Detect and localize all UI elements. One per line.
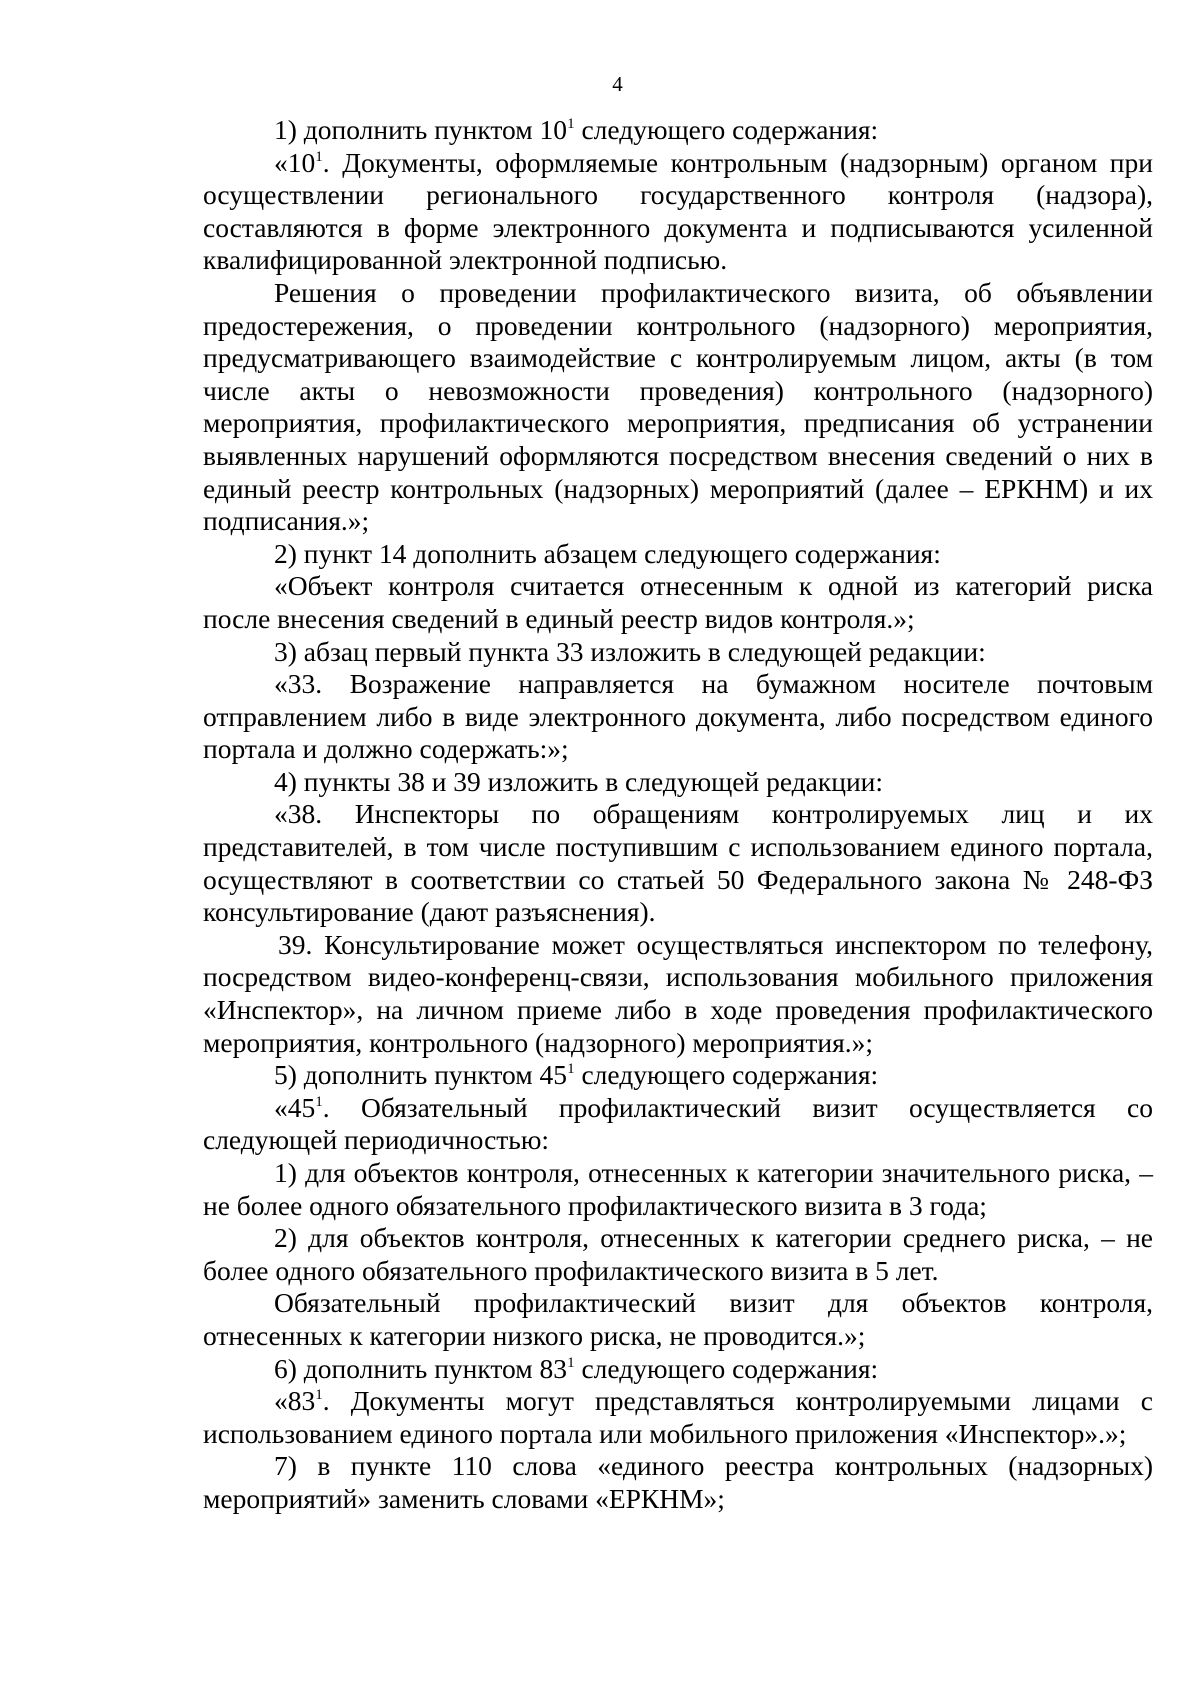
superscript: 1 bbox=[567, 116, 575, 132]
paragraph-text: «38. Инспекторы по обращениям контролируемых лиц и их представителей, в том числе поступившим с использованием единого портала, осуществляют в соответствии со статьей 50 Федерального закона № 248-ФЗ консультирование (дают разъяснения). bbox=[203, 798, 1153, 928]
paragraph-text: . Документы, оформляемые контрольным (надзорным) органом при осуществлении регионального государственного контроля (надзора), составляются в форме электронного документа и подписываются усиленной квалифицированной электронной подписью. bbox=[203, 146, 1153, 276]
paragraph bbox=[203, 1157, 1153, 1222]
superscript: 1 bbox=[567, 1061, 575, 1078]
paragraph-text: Обязательный профилактический визит для объектов контроля, отнесенных к категории низкого риска, не проводится.»; bbox=[203, 1287, 1153, 1351]
paragraph bbox=[203, 766, 1153, 799]
paragraph bbox=[203, 538, 1153, 571]
paragraph bbox=[203, 1287, 1153, 1352]
paragraph bbox=[203, 114, 1153, 147]
paragraph-text: следующего содержания: bbox=[574, 1059, 879, 1091]
paragraph bbox=[203, 1222, 1153, 1287]
paragraph-text: следующего содержания: bbox=[574, 1352, 879, 1384]
superscript: 1 bbox=[567, 1354, 575, 1371]
paragraph bbox=[203, 147, 1153, 277]
paragraph-text: «83 bbox=[274, 1385, 316, 1417]
paragraph-text: 3) абзац первый пункта 33 изложить в следующей редакции: bbox=[274, 635, 986, 667]
superscript: 1 bbox=[315, 1093, 323, 1110]
paragraph-text: «45 bbox=[274, 1091, 316, 1123]
superscript: 1 bbox=[315, 1387, 323, 1404]
paragraph-text: 39. Консультирование может осуществляться инспектором по телефону, посредством видео-конференц-связи, использования мобильного приложения «Инспектор», на личном приеме либо в ходе проведения профилактического мероприятия, контрольного (надзорного) мероприятия.»; bbox=[203, 928, 1153, 1058]
paragraph bbox=[203, 1385, 1153, 1450]
paragraph-text: следующего содержания: bbox=[574, 114, 879, 145]
paragraph bbox=[203, 668, 1153, 766]
paragraph-text: 2) для объектов контроля, отнесенных к категории среднего риска, – не более одного обязательного профилактического визита в 5 лет. bbox=[203, 1222, 1153, 1286]
paragraph-text: 2) пункт 14 дополнить абзацем следующего содержания: bbox=[274, 537, 941, 569]
paragraph-text: «Объект контроля считается отнесенным к одной из категорий риска после внесения сведений в единый реестр видов контроля.»; bbox=[203, 570, 1153, 634]
paragraph-text: 7) в пункте 110 слова «единого реестра контрольных (надзорных) мероприятий» заменить словами «ЕРКНМ»; bbox=[203, 1450, 1153, 1514]
document-body bbox=[203, 114, 1153, 1516]
paragraph-text: «10 bbox=[274, 146, 316, 178]
paragraph-text: 4) пункты 38 и 39 изложить в следующей редакции: bbox=[274, 765, 884, 797]
paragraph-text: 5) дополнить пунктом 45 bbox=[274, 1059, 568, 1091]
paragraph bbox=[203, 1353, 1153, 1386]
paragraph-text: 1) для объектов контроля, отнесенных к категории значительного риска, – не более одного обязательного профилактического визита в 3 года; bbox=[203, 1157, 1153, 1221]
paragraph bbox=[203, 929, 1153, 1059]
paragraph-text: . Документы могут представляться контролируемыми лицами с использованием единого портала или мобильного приложения «Инспектор».»; bbox=[203, 1385, 1153, 1449]
superscript: 1 bbox=[315, 148, 323, 165]
paragraph bbox=[203, 570, 1153, 635]
paragraph bbox=[203, 1450, 1153, 1515]
paragraph bbox=[203, 1092, 1153, 1157]
paragraph bbox=[203, 636, 1153, 669]
paragraph bbox=[203, 798, 1153, 928]
paragraph-text: 1) дополнить пунктом 10 bbox=[274, 114, 568, 145]
paragraph bbox=[203, 277, 1153, 538]
paragraph-text: Решения о проведении профилактического визита, об объявлении предостережения, о проведении контрольного (надзорного) мероприятия, предусматривающего взаимодействие с контролируемым лицом, акты (в том числе акты о невозможности проведения) контрольного (надзорного) мероприятия, профилактического мероприятия, предписания об устранении выявленных нарушений оформляются посредством внесения сведений о них в единый реестр контрольных (надзорных) мероприятий (далее – ЕРКНМ) и их подписания.»; bbox=[203, 276, 1153, 537]
paragraph-text: . Обязательный профилактический визит осуществляется со следующей периодичностью: bbox=[203, 1091, 1153, 1156]
paragraph-text: 6) дополнить пунктом 83 bbox=[274, 1352, 568, 1384]
paragraph-text: «33. Возражение направляется на бумажном носителе почтовым отправлением либо в виде электронного документа, либо посредством единого портала и должно содержать:»; bbox=[203, 668, 1153, 765]
page-number: 4 bbox=[612, 72, 623, 96]
paragraph bbox=[203, 1059, 1153, 1092]
